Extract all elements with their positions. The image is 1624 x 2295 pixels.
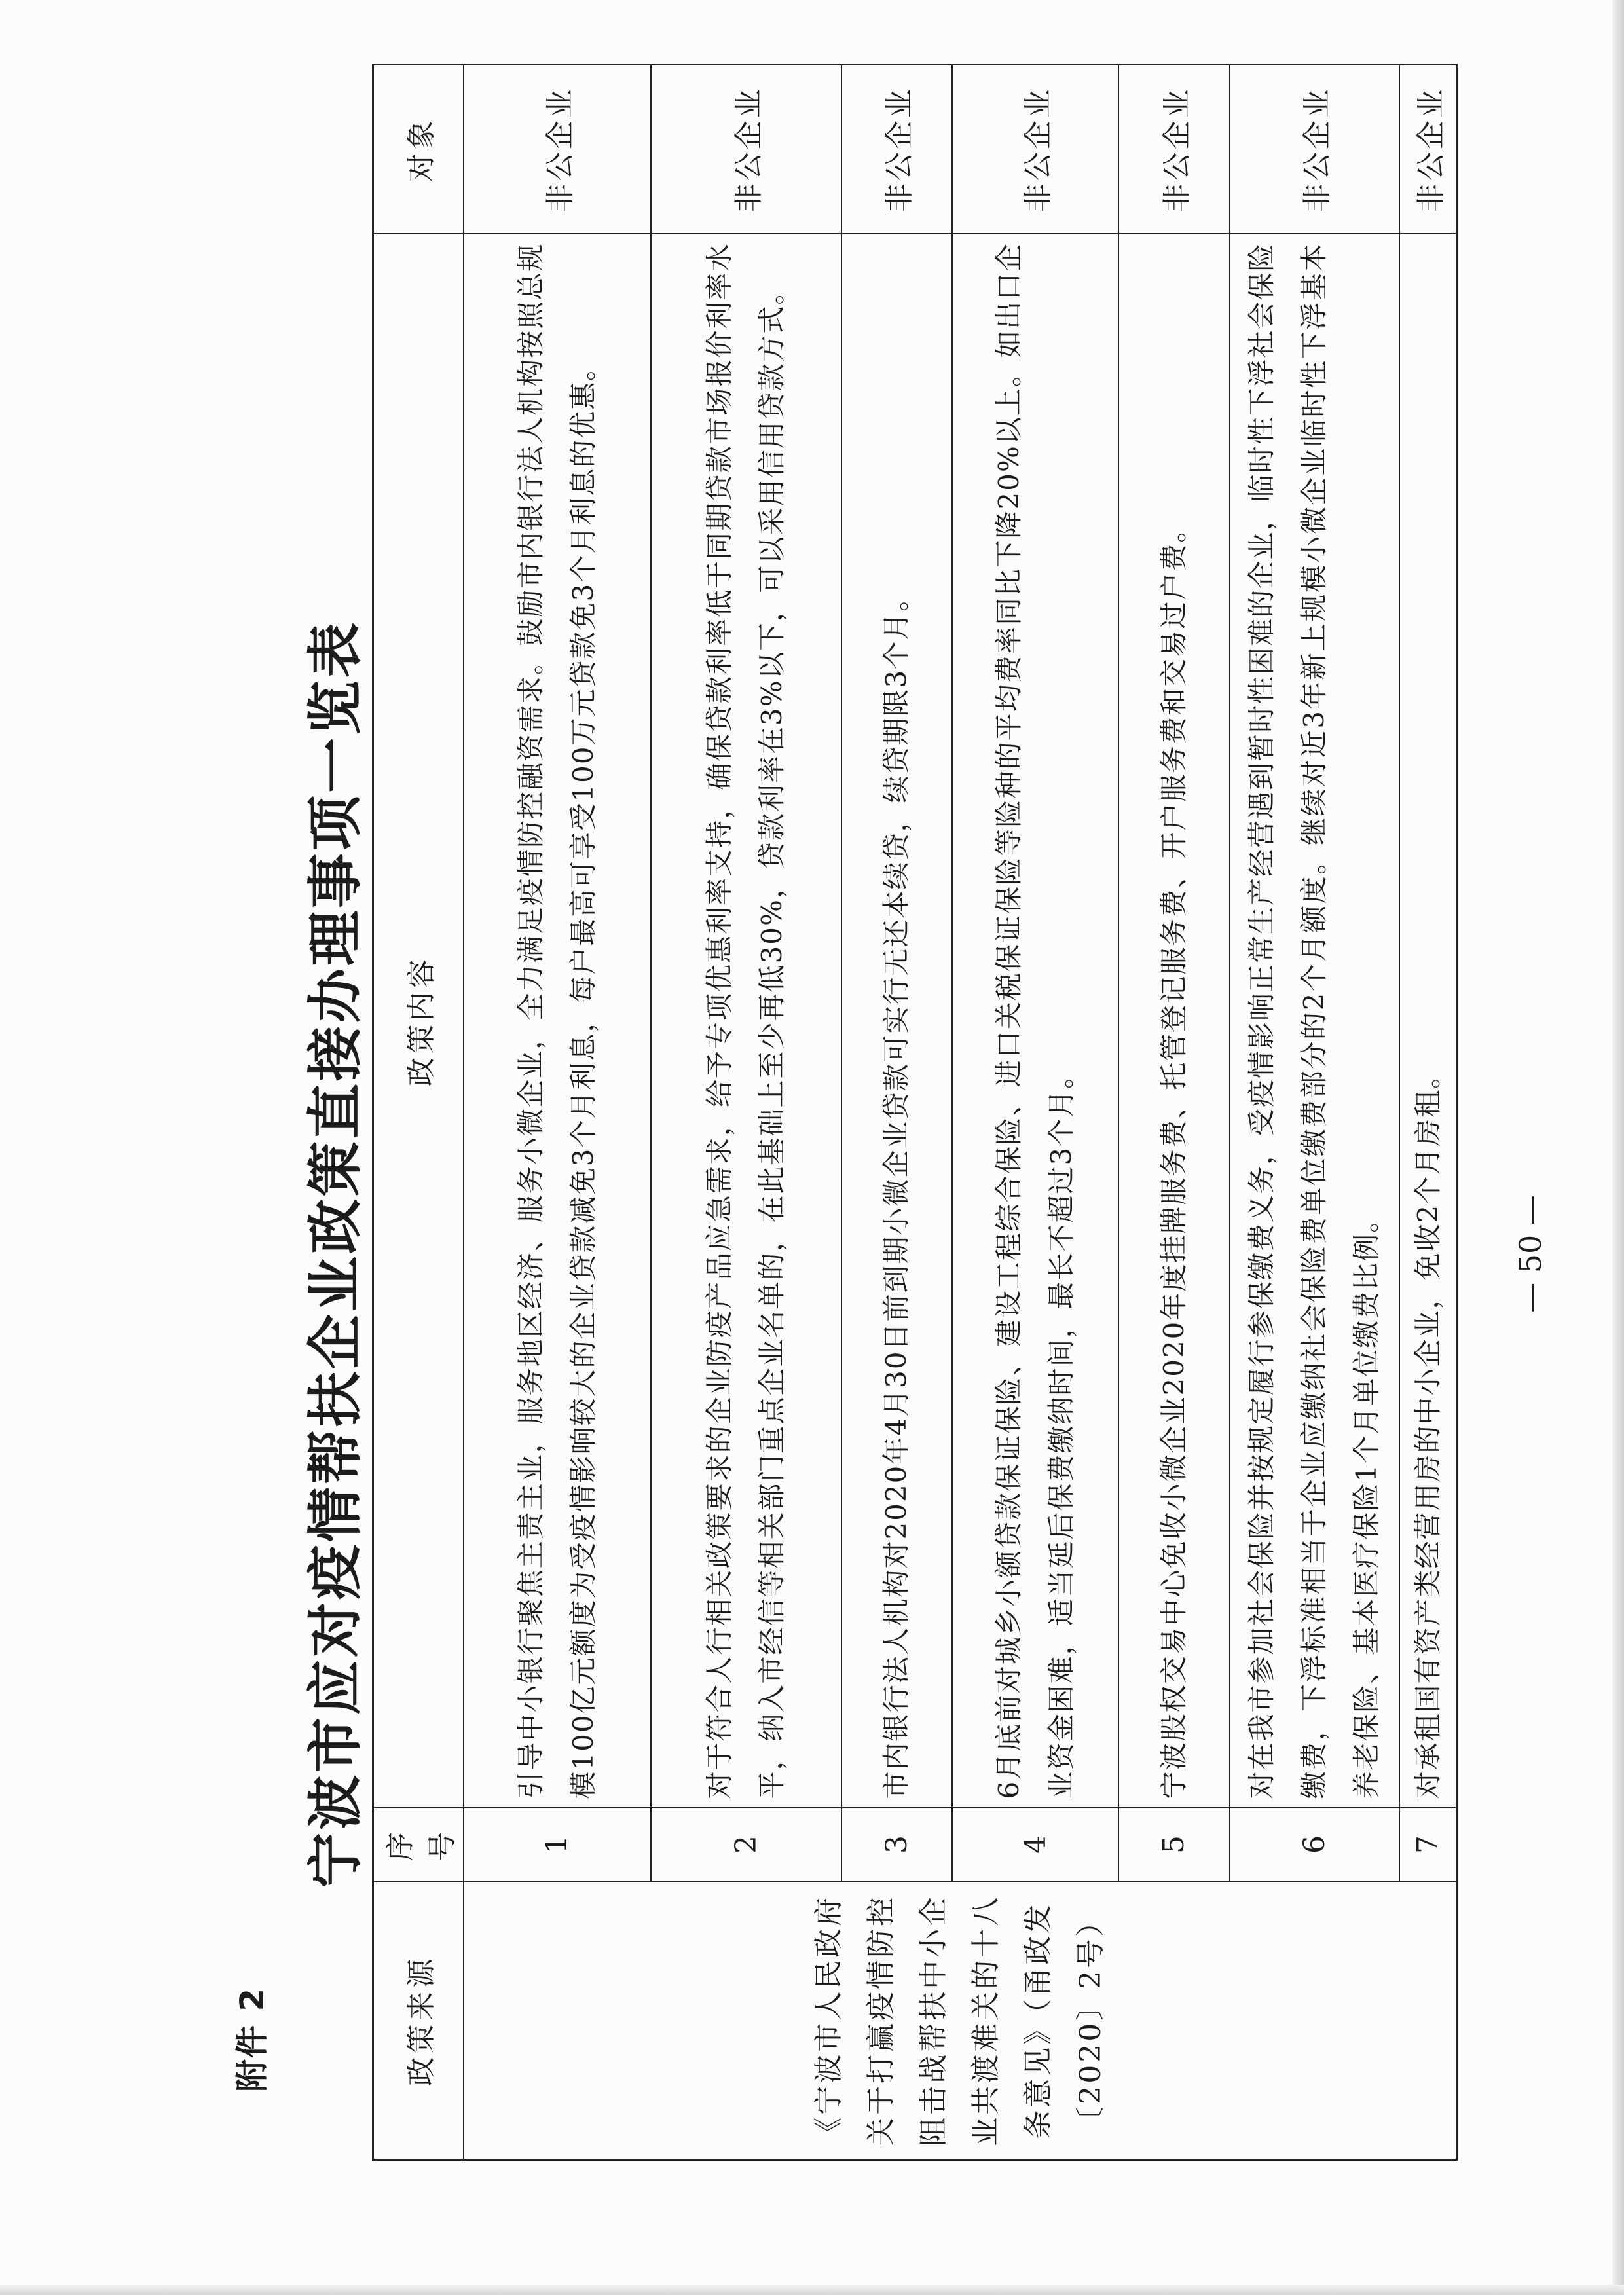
row-number: 2 [651,1808,841,1882]
row-content: 对于符合人行相关政策要求的企业防疫产品应急需求，给予专项优惠利率支持，确保贷款利率低于同期贷款市场报价利率水平，纳入市经信等相关部门重点企业名单的，在此基础上至少再低30%，贷款利率在3%以下，可以采用信用贷款方式。 [651,234,841,1808]
row-number: 6 [1230,1808,1399,1882]
row-content: 对承租国有资产类经营用房的中小企业，免收2个月房租。 [1399,234,1456,1808]
row-number: 4 [952,1808,1118,1882]
table-row [952,65,1118,2160]
attachment-label: 附件 2 [233,1987,271,2092]
table-row [841,65,952,2160]
row-target: 非公企业 [1399,65,1456,234]
row-content: 6月底前对城乡小额贷款保证保险、建设工程综合保险、进口关税保证保险等险种的平均费率同比下降20%以上。如出口企业资金困难，适当延后保费缴纳时间，最长不超过3个月。 [952,234,1118,1808]
page-title: 宁波市应对疫情帮扶企业政策直接办理事项一览表 [303,620,367,1888]
row-target: 非公企业 [651,65,841,234]
row-content: 对在我市参加社会保险并按规定履行参保缴费义务，受疫情影响正常生产经营遇到暂时性困难的企业，临时性下浮社会保险缴费，下浮标准相当于企业应缴纳社会保险费单位缴费部分的2个月额度。继续对近3年新上规模小微企业临时性下浮基本养老保险、基本医疗保险1个月单位缴费比例。 [1230,234,1399,1808]
header-content: 政策内容 [373,234,464,1808]
row-target: 非公企业 [1230,65,1399,234]
row-target: 非公企业 [841,65,952,234]
row-content: 市内银行法人机构对2020年4月30日前到期小微企业贷款可实行无还本续贷，续贷期限3个月。 [841,234,952,1808]
header-number: 序号 [373,1808,464,1882]
row-target: 非公企业 [464,65,651,234]
table-row [1118,65,1229,2160]
row-content: 宁波股权交易中心免收小微企业2020年度挂牌服务费、托管登记服务费、开户服务费和交易过户费。 [1118,234,1229,1808]
table-row [1399,65,1456,2160]
row-number: 5 [1118,1808,1229,1882]
row-number: 1 [464,1808,651,1882]
header-source: 政策来源 [373,1882,464,2160]
header-target: 对象 [373,65,464,234]
row-content: 引导中小银行聚焦主责主业，服务地区经济、服务小微企业，全力满足疫情防控融资需求。鼓励市内银行法人机构按照总规模100亿元额度为受疫情影响较大的企业贷款减免3个月利息，每户最高可享受100万元贷款免3个月利息的优惠。 [464,234,651,1808]
row-target: 非公企业 [952,65,1118,234]
table-row [464,65,651,2160]
policy-table [372,64,1458,2161]
row-number: 7 [1399,1808,1456,1882]
table-header-row [373,65,464,2160]
table-row [651,65,841,2160]
row-number: 3 [841,1808,952,1882]
page-number: — 50 — [1513,1195,1548,1313]
row-target: 非公企业 [1118,65,1229,234]
table-row [1230,65,1399,2160]
policy-source-cell: 《宁波市人民政府关于打赢疫情防控阻击战帮扶中小企业共渡难关的十八条意见》（甬政发〔2020〕2号） [464,1882,1457,2160]
